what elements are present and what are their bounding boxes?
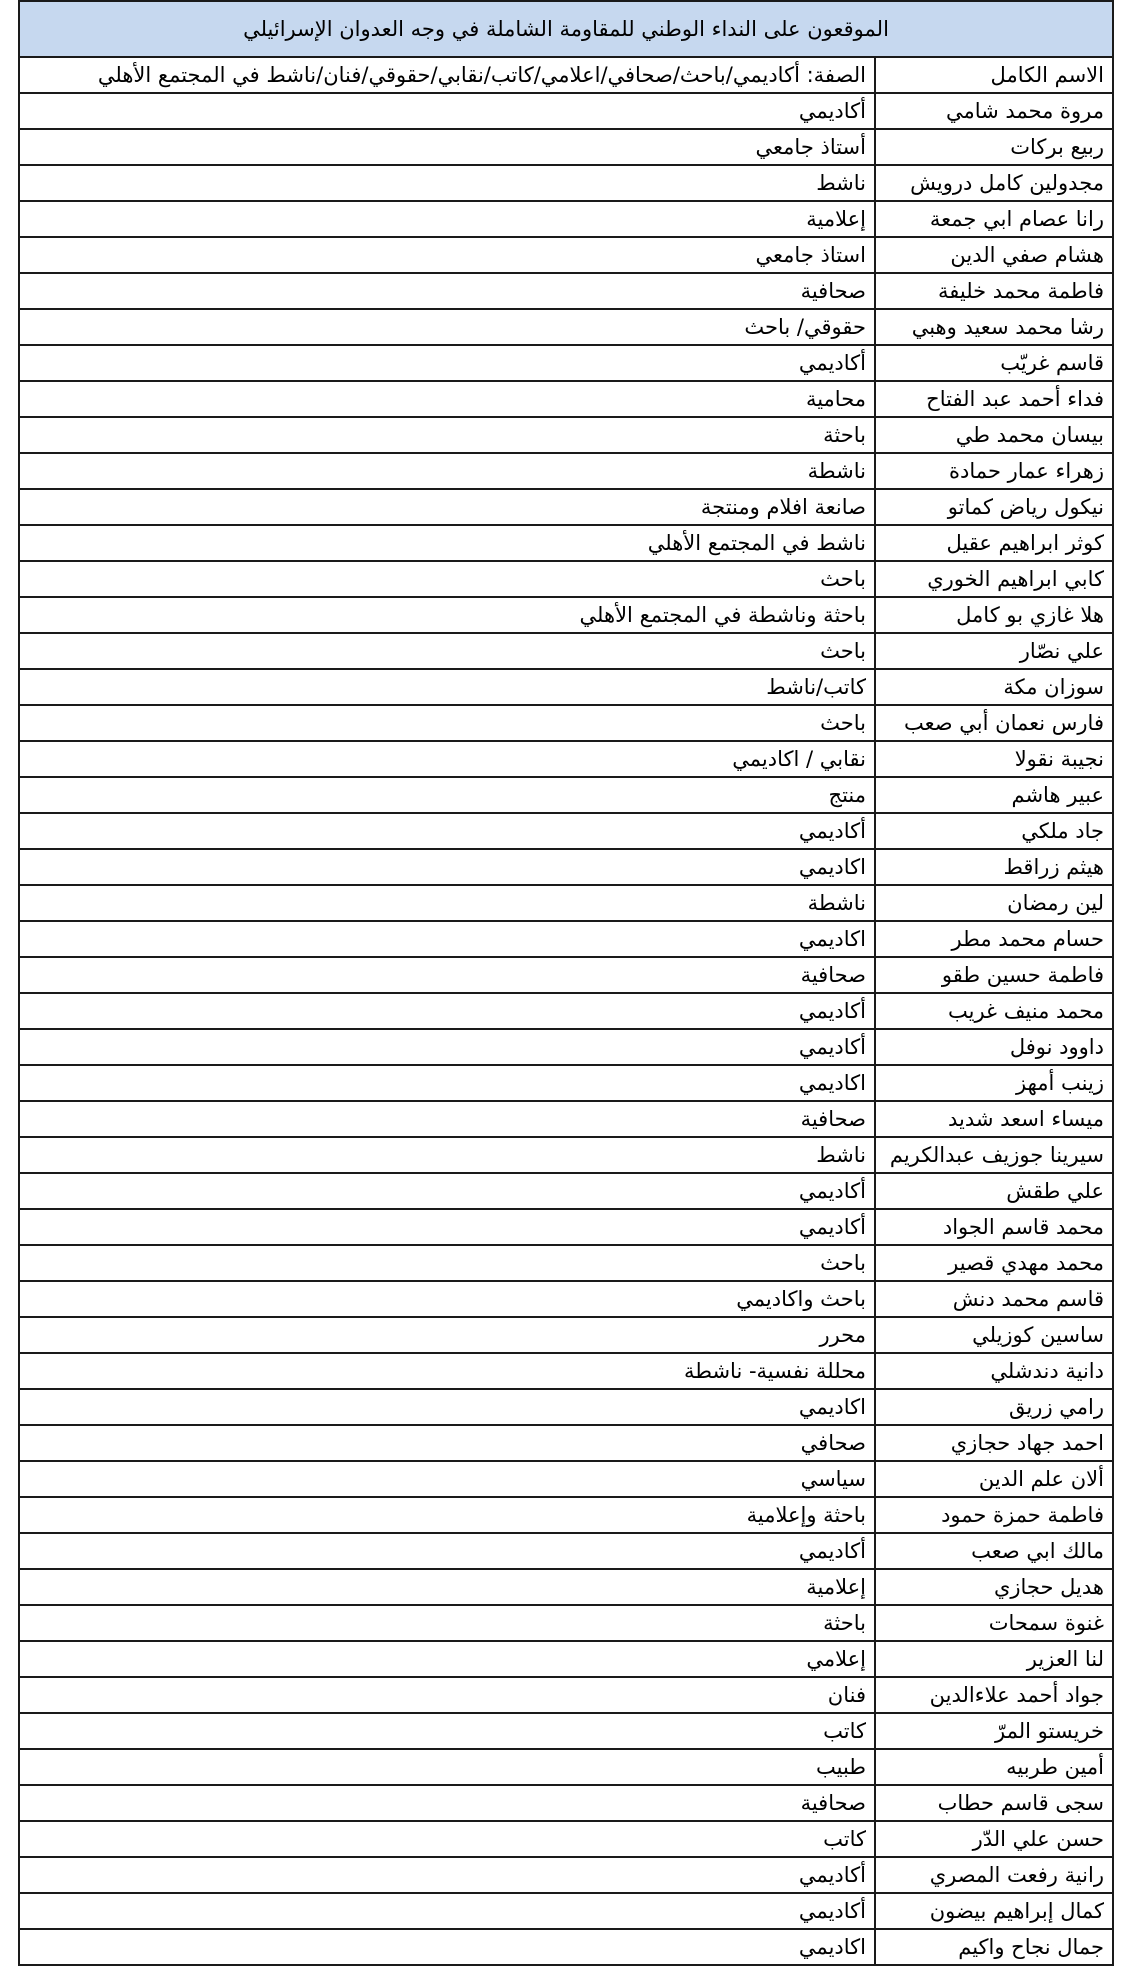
- cell-role: صحافي: [19, 1425, 875, 1461]
- table-row: [19, 201, 1113, 237]
- cell-name: سجى قاسم حطاب: [875, 1785, 1113, 1821]
- cell-role: ناشطة: [19, 453, 875, 489]
- table-row: [19, 273, 1113, 309]
- cell-name: علي طقش: [875, 1173, 1113, 1209]
- cell-role: منتج: [19, 777, 875, 813]
- table-row: [19, 489, 1113, 525]
- cell-name: هيثم زراقط: [875, 849, 1113, 885]
- table-row: [19, 1461, 1113, 1497]
- table-row: [19, 309, 1113, 345]
- table-row: [19, 525, 1113, 561]
- table-row: [19, 1173, 1113, 1209]
- cell-name: محمد منيف غريب: [875, 993, 1113, 1029]
- cell-name: ميساء اسعد شديد: [875, 1101, 1113, 1137]
- table-row: [19, 1209, 1113, 1245]
- signatories-table: [18, 0, 1114, 1966]
- cell-name: مروة محمد شامي: [875, 93, 1113, 129]
- cell-role: باحث: [19, 1245, 875, 1281]
- cell-role: أكاديمي: [19, 1209, 875, 1245]
- cell-name: ساسين كوزيلي: [875, 1317, 1113, 1353]
- cell-name: مجدولين كامل درويش: [875, 165, 1113, 201]
- cell-name: حسن علي الدّر: [875, 1821, 1113, 1857]
- cell-role: اكاديمي: [19, 921, 875, 957]
- cell-name: هلا غازي بو كامل: [875, 597, 1113, 633]
- table-row: [19, 957, 1113, 993]
- cell-role: أستاذ جامعي: [19, 129, 875, 165]
- cell-role: صحافية: [19, 1101, 875, 1137]
- cell-role: باحث: [19, 705, 875, 741]
- cell-role: أكاديمي: [19, 1029, 875, 1065]
- cell-role: محرر: [19, 1317, 875, 1353]
- cell-name: لنا العزير: [875, 1641, 1113, 1677]
- cell-name: هشام صفي الدين: [875, 237, 1113, 273]
- cell-name: عبير هاشم: [875, 777, 1113, 813]
- cell-name: قاسم غريّب: [875, 345, 1113, 381]
- cell-role: باحثة وناشطة في المجتمع الأهلي: [19, 597, 875, 633]
- cell-role: أكاديمي: [19, 993, 875, 1029]
- cell-role: باحث واكاديمي: [19, 1281, 875, 1317]
- cell-role: أكاديمي: [19, 1533, 875, 1569]
- table-row: [19, 93, 1113, 129]
- cell-role: حقوقي/ باحث: [19, 309, 875, 345]
- cell-name: رشا محمد سعيد وهبي: [875, 309, 1113, 345]
- table-row: [19, 1245, 1113, 1281]
- column-header-name: الاسم الكامل: [875, 57, 1113, 93]
- table-row: [19, 1893, 1113, 1929]
- table-row: [19, 1929, 1113, 1965]
- cell-name: سيرينا جوزيف عبدالكريم: [875, 1137, 1113, 1173]
- table-row: [19, 1677, 1113, 1713]
- cell-name: كمال إبراهيم بيضون: [875, 1893, 1113, 1929]
- cell-role: اكاديمي: [19, 849, 875, 885]
- cell-name: أمين طربيه: [875, 1749, 1113, 1785]
- cell-name: زهراء عمار حمادة: [875, 453, 1113, 489]
- table-row: [19, 741, 1113, 777]
- table-row: [19, 1281, 1113, 1317]
- cell-role: سياسي: [19, 1461, 875, 1497]
- cell-name: جواد أحمد علاءالدين: [875, 1677, 1113, 1713]
- table-row: [19, 417, 1113, 453]
- column-header-role: الصفة: أكاديمي/باحث/صحافي/اعلامي/كاتب/نقابي/حقوقي/فنان/ناشط في المجتمع الأهلي: [19, 57, 875, 93]
- table-row: [19, 1857, 1113, 1893]
- table-row: [19, 813, 1113, 849]
- table-row: [19, 237, 1113, 273]
- cell-role: ناشط في المجتمع الأهلي: [19, 525, 875, 561]
- cell-name: كابي ابراهيم الخوري: [875, 561, 1113, 597]
- cell-name: نجيبة نقولا: [875, 741, 1113, 777]
- table-row: [19, 1749, 1113, 1785]
- table-row: [19, 885, 1113, 921]
- table-row: [19, 1101, 1113, 1137]
- cell-role: صحافية: [19, 273, 875, 309]
- table-title: الموقعون على النداء الوطني للمقاومة الشاملة في وجه العدوان الإسرائيلي: [19, 1, 1113, 57]
- table-row: [19, 849, 1113, 885]
- cell-name: مالك ابي صعب: [875, 1533, 1113, 1569]
- table-row: [19, 129, 1113, 165]
- cell-name: جمال نجاح واكيم: [875, 1929, 1113, 1965]
- cell-role: استاذ جامعي: [19, 237, 875, 273]
- table-row: [19, 381, 1113, 417]
- table-row: [19, 1137, 1113, 1173]
- cell-role: محامية: [19, 381, 875, 417]
- cell-role: إعلامية: [19, 1569, 875, 1605]
- table-row: [19, 165, 1113, 201]
- cell-name: فاطمة حمزة حمود: [875, 1497, 1113, 1533]
- cell-role: أكاديمي: [19, 345, 875, 381]
- cell-role: اكاديمي: [19, 1929, 875, 1965]
- cell-role: أكاديمي: [19, 813, 875, 849]
- cell-name: جاد ملكي: [875, 813, 1113, 849]
- table-row: [19, 1065, 1113, 1101]
- cell-name: محمد قاسم الجواد: [875, 1209, 1113, 1245]
- cell-name: كوثر ابراهيم عقيل: [875, 525, 1113, 561]
- cell-role: باحثة وإعلامية: [19, 1497, 875, 1533]
- cell-role: محللة نفسية- ناشطة: [19, 1353, 875, 1389]
- cell-role: إعلامي: [19, 1641, 875, 1677]
- cell-name: فارس نعمان أبي صعب: [875, 705, 1113, 741]
- table-row: [19, 1569, 1113, 1605]
- table-row: [19, 1317, 1113, 1353]
- cell-name: نيكول رياض كماتو: [875, 489, 1113, 525]
- cell-name: حسام محمد مطر: [875, 921, 1113, 957]
- table-row: [19, 1533, 1113, 1569]
- cell-role: صحافية: [19, 957, 875, 993]
- table-row: [19, 993, 1113, 1029]
- table-row: [19, 1785, 1113, 1821]
- cell-role: اكاديمي: [19, 1065, 875, 1101]
- table-row: [19, 1029, 1113, 1065]
- cell-name: غنوة سمحات: [875, 1605, 1113, 1641]
- table-row: [19, 1713, 1113, 1749]
- cell-role: صانعة افلام ومنتجة: [19, 489, 875, 525]
- cell-name: رامي زريق: [875, 1389, 1113, 1425]
- cell-name: هديل حجازي: [875, 1569, 1113, 1605]
- cell-role: نقابي / اكاديمي: [19, 741, 875, 777]
- cell-name: علي نصّار: [875, 633, 1113, 669]
- table-row: [19, 669, 1113, 705]
- table-row: [19, 1425, 1113, 1461]
- table-row: [19, 1497, 1113, 1533]
- table-row: [19, 1641, 1113, 1677]
- table-row: [19, 453, 1113, 489]
- cell-name: رانا عصام ابي جمعة: [875, 201, 1113, 237]
- cell-name: زينب أمهز: [875, 1065, 1113, 1101]
- cell-role: كاتب: [19, 1713, 875, 1749]
- table-row: [19, 1389, 1113, 1425]
- cell-name: فداء أحمد عبد الفتاح: [875, 381, 1113, 417]
- cell-role: أكاديمي: [19, 1857, 875, 1893]
- cell-name: سوزان مكة: [875, 669, 1113, 705]
- cell-role: كاتب: [19, 1821, 875, 1857]
- cell-name: بيسان محمد طي: [875, 417, 1113, 453]
- table-row: [19, 597, 1113, 633]
- table-row: [19, 921, 1113, 957]
- cell-name: محمد مهدي قصير: [875, 1245, 1113, 1281]
- cell-role: أكاديمي: [19, 1173, 875, 1209]
- cell-role: ناشط: [19, 165, 875, 201]
- table-row: [19, 633, 1113, 669]
- cell-role: ناشط: [19, 1137, 875, 1173]
- cell-role: باحثة: [19, 1605, 875, 1641]
- cell-name: ألان علم الدين: [875, 1461, 1113, 1497]
- cell-role: اكاديمي: [19, 1389, 875, 1425]
- cell-role: صحافية: [19, 1785, 875, 1821]
- cell-name: احمد جهاد حجازي: [875, 1425, 1113, 1461]
- cell-role: باحثة: [19, 417, 875, 453]
- cell-role: فنان: [19, 1677, 875, 1713]
- cell-role: كاتب/ناشط: [19, 669, 875, 705]
- cell-role: إعلامية: [19, 201, 875, 237]
- table-row: [19, 705, 1113, 741]
- cell-role: أكاديمي: [19, 93, 875, 129]
- table-row: [19, 1353, 1113, 1389]
- cell-name: لين رمضان: [875, 885, 1113, 921]
- cell-role: طبيب: [19, 1749, 875, 1785]
- cell-name: قاسم محمد دنش: [875, 1281, 1113, 1317]
- header-row: [19, 57, 1113, 93]
- cell-name: فاطمة محمد خليفة: [875, 273, 1113, 309]
- cell-name: فاطمة حسين طقو: [875, 957, 1113, 993]
- table-row: [19, 777, 1113, 813]
- cell-name: رانية رفعت المصري: [875, 1857, 1113, 1893]
- cell-name: دانية دندشلي: [875, 1353, 1113, 1389]
- cell-role: باحث: [19, 633, 875, 669]
- table-row: [19, 1605, 1113, 1641]
- cell-name: داوود نوفل: [875, 1029, 1113, 1065]
- cell-role: ناشطة: [19, 885, 875, 921]
- table-row: [19, 1821, 1113, 1857]
- cell-role: أكاديمي: [19, 1893, 875, 1929]
- cell-role: باحث: [19, 561, 875, 597]
- cell-name: خريستو المرّ: [875, 1713, 1113, 1749]
- title-row: [19, 1, 1113, 57]
- cell-name: ربيع بركات: [875, 129, 1113, 165]
- table-row: [19, 561, 1113, 597]
- table-row: [19, 345, 1113, 381]
